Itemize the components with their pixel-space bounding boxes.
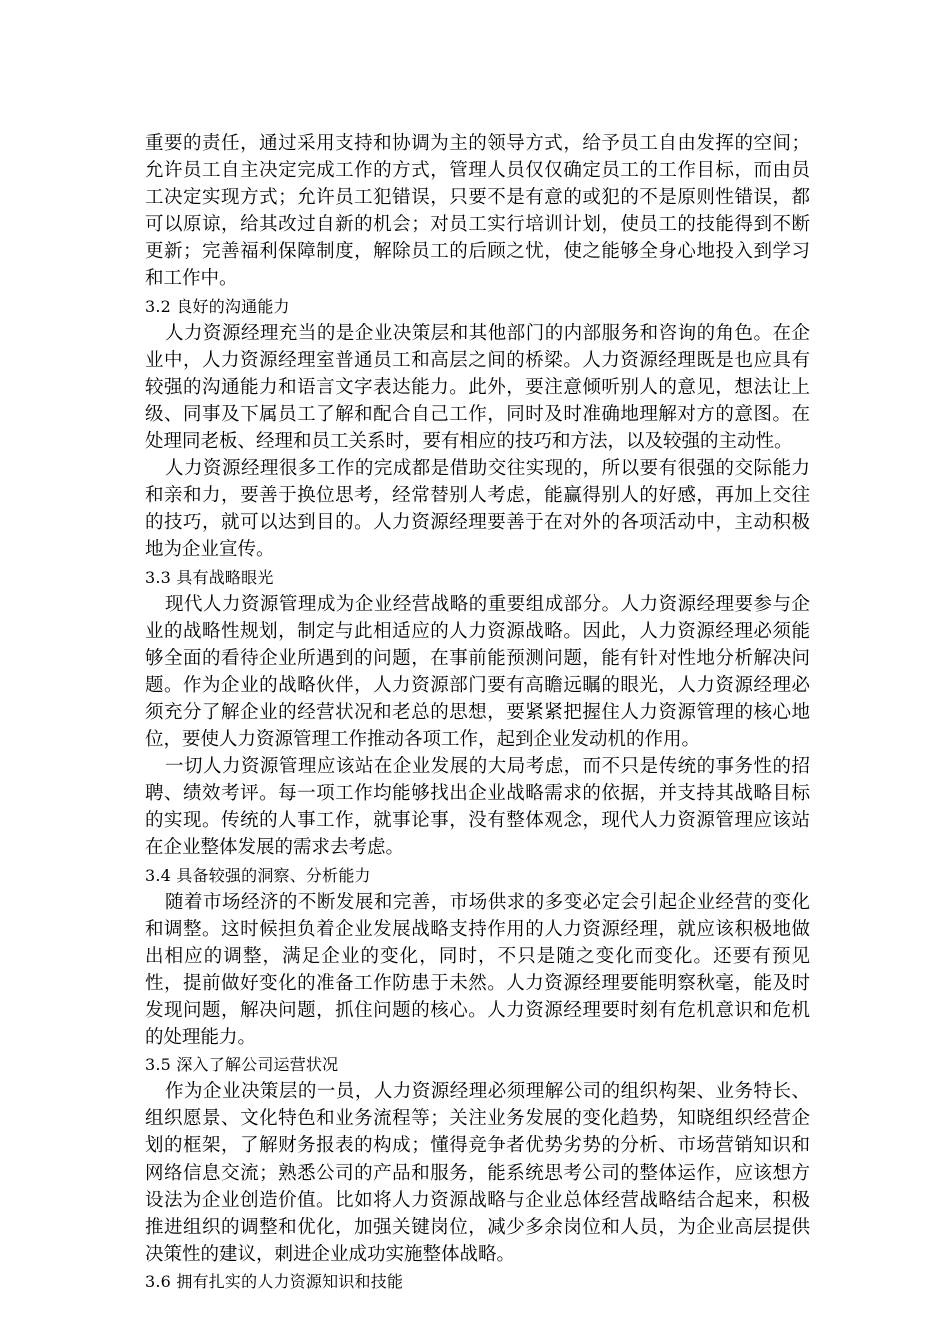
paragraph: 一切人力资源管理应该站在企业发展的大局考虑，而不只是传统的事务性的招聘、绩效考评。每一项工作均能够找出企业战略需求的依据，并支持其战略目标的实现。传统的人事工作，就事论事，没有整体观念，现代人力资源管理应该站在企业整体发展的需求去考虑。 — [145, 756, 810, 859]
paragraph: 现代人力资源管理成为企业经营战略的重要组成部分。人力资源经理要参与企业的战略性规划，制定与此相适应的人力资源战略。因此，人力资源经理必须能够全面的看待企业所遇到的问题，在事前能预测问题，能有针对性地分析解决问题。作为企业的战略伙伴，人力资源部门要有高瞻远瞩的眼光，人力资源经理必须充分了解企业的经营状况和老总的思想，要紧紧把握住人力资源管理的核心地位，要使人力资源管理工作推动各项工作，起到企业发动机的作用。 — [145, 593, 810, 751]
paragraph: 人力资源经理很多工作的完成都是借助交往实现的，所以要有很强的交际能力和亲和力，要善于换位思考，经常替别人考虑，能赢得别人的好感，再加上交往的技巧，就可以达到目的。人力资源经理要善于在对外的各项活动中，主动积极地为企业宣传。 — [145, 458, 810, 561]
paragraph-continued: 重要的责任，通过采用支持和协调为主的领导方式，给予员工自由发挥的空间；允许员工自主决定完成工作的方式，管理人员仅仅确定员工的工作目标，而由员工决定实现方式；允许员工犯错误，只要不是有意的或犯的不是原则性错误，都可以原谅，给其改过自新的机会；对员工实行培训计划，使员工的技能得到不断更新；完善福利保障制度，解除员工的后顾之忧，使之能够全身心地投入到学习和工作中。 — [145, 133, 810, 290]
section-heading-3-5: 3.5 深入了解公司运营状况 — [145, 1055, 339, 1075]
section-heading-3-6: 3.6 拥有扎实的人力资源知识和技能 — [145, 1271, 404, 1291]
section-heading-3-2: 3.2 良好的沟通能力 — [145, 296, 290, 316]
section-heading-3-3: 3.3 具有战略眼光 — [145, 567, 274, 587]
section-heading-3-4: 3.4 具备较强的洞察、分析能力 — [145, 865, 371, 885]
document-body — [145, 130, 810, 1295]
paragraph: 随着市场经济的不断发展和完善，市场供求的多变必定会引起企业经营的变化和调整。这时候担负着企业发展战略支持作用的人力资源经理，就应该积极地做出相应的调整，满足企业的变化，同时，不只是随之变化而变化。还要有预见性，提前做好变化的准备工作防患于未然。人力资源经理要能明察秋毫，能及时发现问题，解决问题，抓住问题的核心。人力资源经理要时刻有危机意识和危机的处理能力。 — [145, 891, 810, 1049]
paragraph: 人力资源经理充当的是企业决策层和其他部门的内部服务和咨询的角色。在企业中，人力资源经理室普通员工和高层之间的桥梁。人力资源经理既是也应具有较强的沟通能力和语言文字表达能力。此外，要注意倾听别人的意见，想法让上级、同事及下属员工了解和配合自己工作，同时及时准确地理解对方的意图。在处理同老板、经理和员工关系时，要有相应的技巧和方法，以及较强的主动性。 — [145, 322, 810, 453]
paragraph: 作为企业决策层的一员，人力资源经理必须理解公司的组织构架、业务特长、组织愿景、文化特色和业务流程等；关注业务发展的变化趋势，知晓组织经营企划的框架，了解财务报表的构成；懂得竞争者优势劣势的分析、市场营销知识和网络信息交流；熟悉公司的产品和服务，能系统思考公司的整体运作，应该想方设法为企业创造价值。比如将人力资源战略与企业总体经营战略结合起来，积极推进组织的调整和优化，加强关键岗位，减少多余岗位和人员，为企业高层提供决策性的建议，刺进企业成功实施整体战略。 — [145, 1081, 810, 1265]
